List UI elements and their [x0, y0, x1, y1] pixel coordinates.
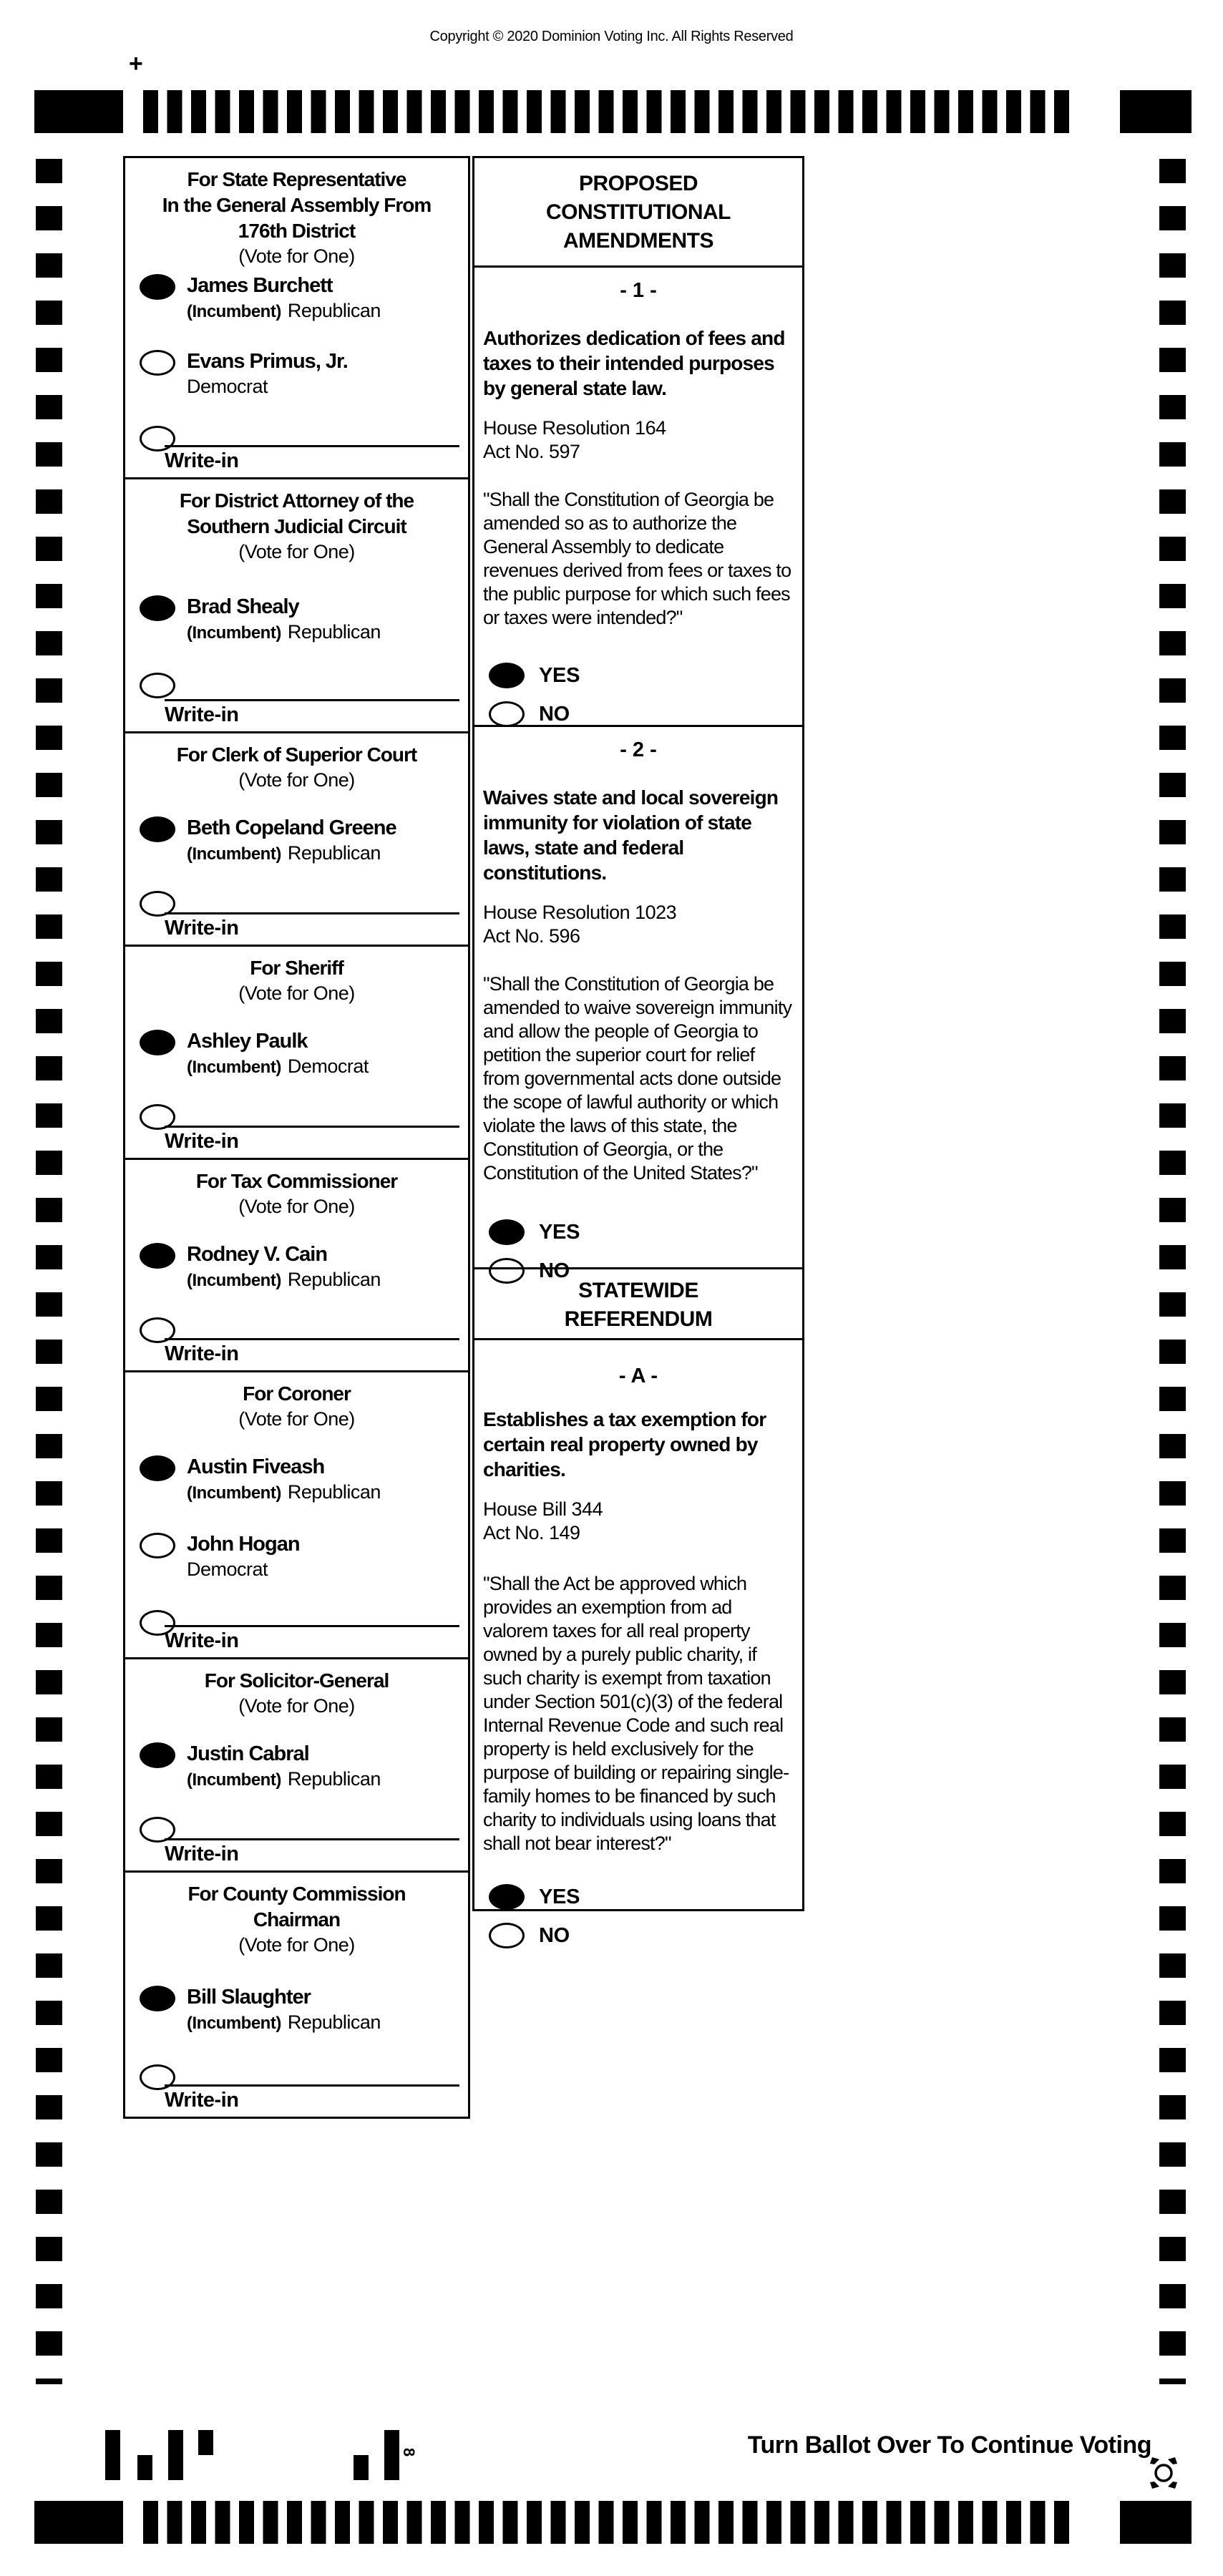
candidate-name: Justin Cabral	[187, 1742, 309, 1765]
write-in-line[interactable]	[165, 1126, 459, 1128]
candidate-oval-filled[interactable]	[140, 595, 175, 621]
contest-district-attorney	[125, 477, 468, 731]
timing-marks-left	[36, 159, 62, 2384]
barcode-glyph: 8	[400, 2447, 419, 2457]
barcode-bar	[137, 2455, 152, 2480]
timing-endblock-left	[34, 90, 123, 133]
candidate-oval[interactable]	[140, 350, 175, 376]
incumbent-label: (Incumbent)	[187, 2014, 281, 2033]
incumbent-label: (Incumbent)	[187, 302, 281, 321]
yes-oval-filled[interactable]	[489, 663, 525, 688]
turn-ballot-over-text: Turn Ballot Over To Continue Voting	[747, 2431, 1151, 2459]
barcode-bar	[105, 2430, 120, 2480]
measure-summary: Authorizes dedication of fees and taxes to their intended purposes by general state law.	[483, 327, 785, 399]
yes-label: YES	[539, 663, 580, 687]
incumbent-label: (Incumbent)	[187, 1058, 281, 1077]
candidate-party: Republican	[287, 621, 381, 643]
contests-column	[123, 156, 470, 2119]
measure-authority: House Resolution 164 Act No. 597	[483, 417, 666, 462]
no-label: NO	[539, 702, 570, 726]
measure-question: "Shall the Constitution of Georgia be amended to waive sovereign immunity and allow the people of Georgia to petition the superior court for relief from governmental acts done outside the scope of lawful authority or which violate the laws of this state, the Constitution of Georgia, or the Constitution of the United States?"	[483, 973, 792, 1184]
amendments-header: PROPOSED CONSTITUTIONAL AMENDMENTS	[546, 172, 731, 253]
candidate-party: Republican	[287, 842, 381, 864]
contest-title: For Solicitor-General	[204, 1669, 389, 1692]
no-oval[interactable]	[489, 1923, 525, 1948]
candidate-name: Bill Slaughter	[187, 1986, 311, 2009]
write-in-line[interactable]	[165, 445, 459, 447]
candidate-name: Evans Primus, Jr.	[187, 350, 348, 373]
referendum-header-box	[474, 1267, 802, 1338]
write-in-label: Write-in	[165, 1629, 239, 1652]
contest-title: For State Representative In the General Assembly From 176th District	[162, 168, 432, 242]
contest-state-representative	[125, 158, 468, 477]
incumbent-label: (Incumbent)	[187, 1770, 281, 1790]
measure-question: "Shall the Act be approved which provides an exemption from ad valorem taxes for all real property owned by a purely public charity, if such charity is exempt from taxation under Section 501(c)(3) of the federal Internal Revenue Code and such real property is held exclusively for the purpose of building or repairing single-family homes to be financed by such charity to individuals using loans that shall not bear interest?"	[483, 1573, 789, 1854]
contest-title: For District Attorney of the Southern Judicial Circuit	[179, 489, 414, 537]
measure-number: - 1 -	[620, 279, 657, 302]
measure-question: "Shall the Constitution of Georgia be amended so as to authorize the General Assembly to dedicate revenues derived from fees or taxes to the public purpose for which such fees or taxes were intended?"	[483, 489, 791, 628]
write-in-label: Write-in	[165, 1843, 239, 1865]
referendum-header: STATEWIDE REFERENDUM	[564, 1279, 713, 1331]
candidate-name: James Burchett	[187, 274, 333, 297]
yes-label: YES	[539, 1885, 580, 1908]
candidate-oval-filled[interactable]	[140, 1455, 175, 1481]
contest-title: For Sheriff	[250, 957, 343, 979]
write-in-line[interactable]	[165, 2084, 459, 2087]
candidate-oval-filled[interactable]	[140, 1030, 175, 1055]
write-in-label: Write-in	[165, 1130, 239, 1153]
no-oval[interactable]	[489, 701, 525, 727]
contest-title: For Clerk of Superior Court	[176, 743, 417, 766]
barcode-bar	[354, 2455, 369, 2480]
barcode-bar	[198, 2430, 213, 2455]
vote-for-instruction: (Vote for One)	[238, 1934, 355, 1956]
candidate-party: Democrat	[187, 376, 268, 397]
incumbent-label: (Incumbent)	[187, 623, 281, 643]
registration-plus-mark: +	[129, 50, 143, 77]
write-in-line[interactable]	[165, 699, 459, 701]
copyright-text: Copyright © 2020 Dominion Voting Inc. All Rights Reserved	[429, 29, 794, 44]
write-in-line[interactable]	[165, 1625, 459, 1627]
incumbent-label: (Incumbent)	[187, 844, 281, 864]
timing-marks-right	[1159, 159, 1186, 2384]
timing-endblock-right	[1120, 2501, 1192, 2544]
timing-endblock-left	[34, 2501, 123, 2544]
measure-amendment-1	[474, 265, 802, 725]
contest-clerk-superior-court	[125, 731, 468, 945]
candidate-party: Republican	[287, 1481, 381, 1503]
measure-referendum-a	[474, 1338, 802, 1947]
no-label: NO	[539, 1923, 570, 1947]
vote-for-instruction: (Vote for One)	[238, 1695, 355, 1717]
barcode-bar	[168, 2430, 183, 2480]
contest-sheriff	[125, 945, 468, 1158]
measure-summary: Establishes a tax exemption for certain real property owned by charities.	[483, 1408, 766, 1480]
candidate-oval-filled[interactable]	[140, 1243, 175, 1269]
timing-endblock-right	[1120, 90, 1192, 133]
write-in-line[interactable]	[165, 1838, 459, 1840]
measure-amendment-2	[474, 725, 802, 1282]
measure-authority: House Bill 344 Act No. 149	[483, 1498, 603, 1543]
candidate-name: Rodney V. Cain	[187, 1243, 328, 1266]
measure-authority: House Resolution 1023 Act No. 596	[483, 902, 677, 947]
write-in-label: Write-in	[165, 917, 239, 940]
incumbent-label: (Incumbent)	[187, 1483, 281, 1503]
write-in-label: Write-in	[165, 703, 239, 726]
candidate-name: Beth Copeland Greene	[187, 816, 396, 839]
vote-for-instruction: (Vote for One)	[238, 982, 355, 1004]
candidate-party: Republican	[287, 1768, 381, 1790]
amendments-header-box	[474, 158, 802, 265]
barcode-bar	[384, 2430, 399, 2480]
candidate-party: Republican	[287, 1269, 381, 1290]
vote-for-instruction: (Vote for One)	[238, 541, 355, 562]
measures-column	[472, 156, 804, 1947]
candidate-oval-filled[interactable]	[140, 274, 175, 300]
no-label: NO	[539, 1259, 570, 1282]
write-in-line[interactable]	[165, 912, 459, 914]
contest-title: For County Commission Chairman	[187, 1883, 406, 1931]
registration-crosshair-icon	[1146, 2456, 1181, 2490]
measure-number: - 2 -	[620, 738, 657, 761]
candidate-oval-filled[interactable]	[140, 816, 175, 842]
candidate-party: Republican	[287, 2011, 381, 2033]
yes-oval-filled[interactable]	[489, 1884, 525, 1910]
timing-track-top	[0, 90, 1223, 133]
candidate-name: Ashley Paulk	[187, 1030, 308, 1053]
blank-oval[interactable]	[140, 673, 175, 698]
candidate-oval-filled[interactable]	[140, 1742, 175, 1768]
candidate-party: Democrat	[187, 1558, 268, 1580]
vote-for-instruction: (Vote for One)	[238, 245, 355, 267]
measure-number: - A -	[618, 1365, 658, 1387]
contest-solicitor-general	[125, 1657, 468, 1870]
vote-for-instruction: (Vote for One)	[238, 1408, 355, 1430]
candidate-oval[interactable]	[140, 1533, 175, 1558]
incumbent-label: (Incumbent)	[187, 1271, 281, 1290]
timing-bars	[143, 2501, 1075, 2544]
candidate-name: John Hogan	[187, 1533, 300, 1556]
contest-title: For Coroner	[243, 1382, 351, 1405]
measure-summary: Waives state and local sovereign immunity for violation of state laws, state and federal constitutions.	[483, 786, 779, 884]
candidate-party: Democrat	[287, 1055, 369, 1077]
yes-label: YES	[539, 1220, 580, 1244]
candidate-oval-filled[interactable]	[140, 1986, 175, 2011]
contest-coroner	[125, 1370, 468, 1657]
write-in-label: Write-in	[165, 1342, 239, 1365]
yes-oval-filled[interactable]	[489, 1219, 525, 1245]
candidate-name: Brad Shealy	[187, 595, 299, 618]
write-in-line[interactable]	[165, 1338, 459, 1340]
candidate-name: Austin Fiveash	[187, 1455, 325, 1478]
contest-tax-commissioner	[125, 1158, 468, 1370]
contest-county-commission-chairman	[125, 1870, 468, 2117]
write-in-label: Write-in	[165, 449, 239, 472]
ballot-barcode	[100, 2430, 429, 2483]
vote-for-instruction: (Vote for One)	[238, 769, 355, 791]
candidate-party: Republican	[287, 300, 381, 321]
write-in-label: Write-in	[165, 2089, 239, 2112]
timing-track-bottom	[0, 2501, 1223, 2544]
timing-bars	[143, 90, 1075, 133]
vote-for-instruction: (Vote for One)	[238, 1196, 355, 1217]
contest-title: For Tax Commissioner	[195, 1170, 398, 1192]
